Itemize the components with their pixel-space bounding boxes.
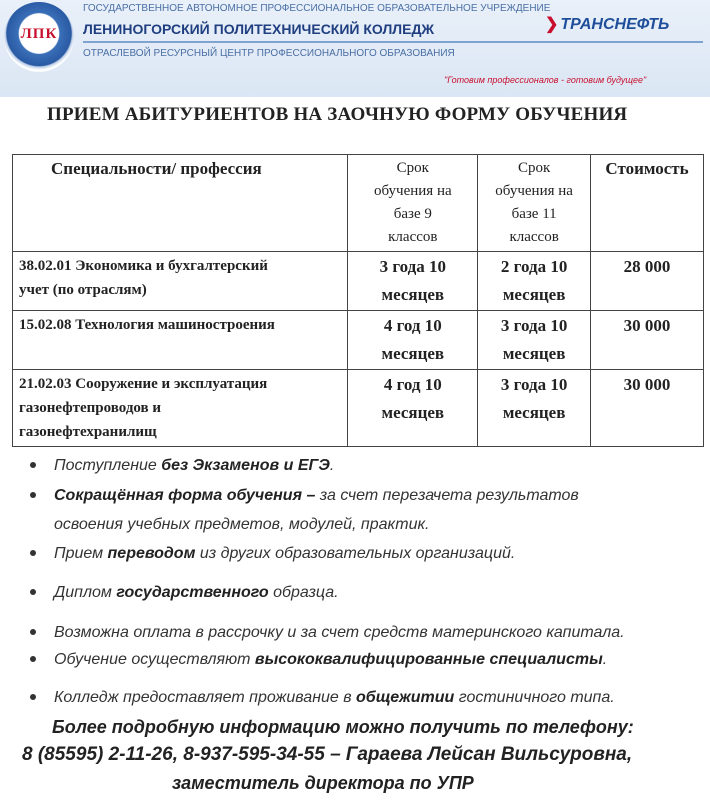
cost: 30 000 [591,311,704,370]
term-9: 4 год 10 месяцев [348,311,478,370]
bullet-icon [30,656,36,662]
bullet-icon [30,462,36,468]
resource-center: ОТРАСЛЕВОЙ РЕСУРСНЫЙ ЦЕНТР ПРОФЕССИОНАЛЬНОГО ОБРАЗОВАНИЯ [83,48,455,59]
term-9: 3 года 10 месяцев [348,252,478,311]
header-banner [0,0,710,97]
transneft-icon: ❯ [545,16,559,33]
bullet-icon [30,589,36,595]
header-divider [83,41,703,43]
bullet-icon [30,694,36,700]
contact-intro: Более подробную информацию можно получить по телефону: [52,717,634,737]
header-cost: Стоимость [591,155,704,252]
term-9: 4 год 10 месяцев [348,370,478,447]
list-item: Сокращённая форма обучения – за счет перезачета результатов освоения учебных предметов, модулей, практик. [30,481,579,539]
contact-phones: 8 (85595) 2-11-26, 8-937-595-34-55 – Гараева Лейсан Вильсуровна, [22,744,633,765]
bullet-icon [30,492,36,498]
header-term-9: Срок обучения на базе 9 классов [348,155,478,252]
header-term-11: Срок обучения на базе 11 классов [478,155,591,252]
partner-name: ТРАНСНЕФТЬ [560,16,670,33]
institution-type: ГОСУДАРСТВЕННОЕ АВТОНОМНОЕ ПРОФЕССИОНАЛЬНОЕ ОБРАЗОВАТЕЛЬНОЕ УЧРЕЖДЕНИЕ [83,3,551,14]
programs-table [12,154,704,447]
logo-text: ЛПК [20,26,58,42]
slogan: "Готовим профессионалов - готовим будущее" [444,75,647,85]
table-row [13,311,704,370]
list-item: Прием переводом из других образовательных организаций. [30,539,515,568]
college-logo [4,2,74,72]
cost: 30 000 [591,370,704,447]
list-item: Поступление без Экзаменов и ЕГЭ. [30,451,334,480]
contact-position: заместитель директора по УПР [172,773,474,793]
list-item: Возможна оплата в рассрочку и за счет средств материнского капитала. [30,618,625,647]
specialty-name: 38.02.01 Экономика и бухгалтерский учет (по отраслям) [13,252,348,311]
college-name: ЛЕНИНОГОРСКИЙ ПОЛИТЕХНИЧЕСКИЙ КОЛЛЕДЖ [83,21,435,37]
specialty-name: 15.02.08 Технология машиностроения [13,311,348,370]
list-item: Обучение осуществляют высококвалифицированные специалисты. [30,645,607,674]
list-item: Диплом государственного образца. [30,578,339,607]
bullet-icon [30,629,36,635]
specialty-name: 21.02.03 Сооружение и эксплуатация газонефтепроводов и газонефтехранилищ [13,370,348,447]
page-title: ПРИЕМ АБИТУРИЕНТОВ НА ЗАОЧНУЮ ФОРМУ ОБУЧЕНИЯ [47,104,628,125]
table-header-row [13,155,704,252]
term-11: 3 года 10 месяцев [478,370,591,447]
term-11: 3 года 10 месяцев [478,311,591,370]
bullet-icon [30,550,36,556]
cost: 28 000 [591,252,704,311]
table-row [13,370,704,447]
partner-logo [545,14,669,34]
term-11: 2 года 10 месяцев [478,252,591,311]
table-row [13,252,704,311]
list-item: Колледж предоставляет проживание в общежитии гостиничного типа. [30,683,615,712]
header-specialty: Специальности/ профессия [13,155,348,252]
